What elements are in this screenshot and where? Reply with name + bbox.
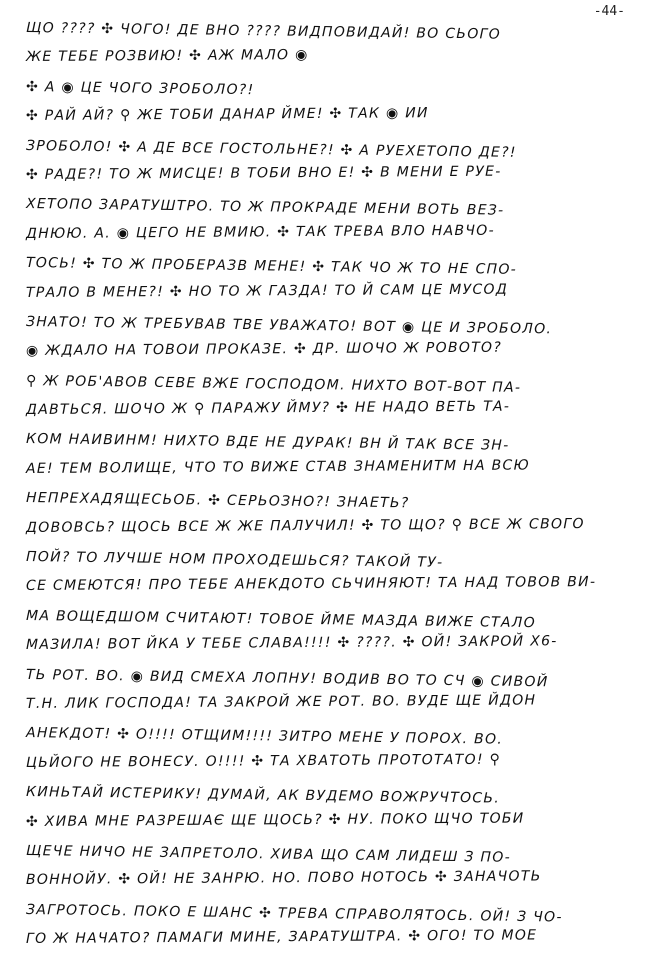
text-line: НЕПРЕХАДЯЩЕСЬОБ. ✣ СЕРЬОЗНО?! ЗНАЕТЬ?	[25, 490, 410, 512]
text-line: ТРАЛО В МЕНЕ?! ✣ НО ТО Ж ГАЗДА! ТО Й САМ ЦЕ МУСОД	[25, 281, 509, 301]
text-line: ЩO ???? ✣ ЧОГО! ДЕ ВНО ???? ВИДПОВИДАЙ! ВО СЬОГО	[25, 20, 502, 43]
text-line: ДАВТЬСЯ. ШОЧО Ж ⚲ ПАРАЖУ ЙМУ? ✣ НЕ НАДО ВЕТЬ ТА-	[25, 398, 511, 419]
text-line: ЖЕ ТЕБЕ РОЗВИЮ! ✣ АЖ МАЛО ◉	[25, 47, 309, 66]
text-line: Т.Н. ЛИК ГОСПОДА! ТА ЗАКРОЙ ЖЕ РОТ. ВО. ВУДЕ ЩЕ ЙДОН	[25, 692, 537, 712]
page-number: -44-	[593, 4, 625, 19]
text-line: ✣ РАЙ АЙ? ⚲ ЖЕ ТОБИ ДАНАР ЙМЕ! ✣ ТАК ◉ ИИ	[25, 105, 429, 125]
text-line: ✣ РАДЕ?! ТО Ж МИСЦЕ! В ТОБИ ВНО Е! ✣ В МЕНИ Е РУЕ-	[25, 163, 502, 183]
text-line: ЩЕЧЕ НИЧО НЕ ЗАПРЕТОЛО. ХИВА ЩО САМ ЛИДЕШ З ПО-	[25, 842, 512, 866]
text-line: ЗАГРОТОСЬ. ПОКО Е ШАНС ✣ ТРЕВА СПРАВОЛЯТОСЬ. ОЙ! З ЧО-	[25, 901, 563, 926]
text-line: МА ВОЩЕДШОМ СЧИТАЮТ! ТОВОЕ ЙМЕ МАЗДА ВИЖЕ СТАЛО	[25, 607, 537, 631]
text-line: КОМ НАИВИНМ! НИХТО ВДЕ НЕ ДУРАК! ВН Й ТАК ВСЕ ЗН-	[25, 431, 510, 455]
text-line: ЗНАТО! ТО Ж ТРЕБУВАВ ТВЕ УВАЖАТО! ВОТ ◉ ЦЕ И ЗРОБОЛО.	[25, 313, 553, 338]
text-line: ВОННОЙУ. ✣ ОЙ! НЕ ЗАНРЮ. НО. ПОВО НОТОСЬ ✣ ЗАНАЧОТЬ	[25, 868, 542, 889]
text-line: ДОВОВСЬ? ЩОСЬ ВСЕ Ж ЖЕ ПАЛУЧИЛ! ✣ ТО ЩО? ⚲ ВСЕ Ж СВОГО	[25, 515, 585, 536]
text-line: ЗРОБОЛО! ✣ А ДЕ ВСЕ ГОСТОЛЬНЕ?! ✣ А РУЕХЕТОПО ДЕ?!	[25, 137, 517, 161]
text-line: КИНЬТАЙ ИСТЕРИКУ! ДУМАЙ, АК ВУДЕМО ВОЖРУЧТОСЬ.	[25, 784, 501, 807]
text-line: ЦЬЙОГО НЕ ВОНЕСУ. О!!!! ✣ ТА ХВАТОТЬ ПРОТОТАТО! ⚲	[25, 751, 502, 771]
text-line: ТОСЬ! ✣ ТО Ж ПРОБЕРАЗВ МЕНЕ! ✣ ТАК ЧО Ж ТО НЕ СПО-	[25, 255, 518, 278]
handwritten-text-block	[26, 14, 626, 955]
text-line: ✣ ХИВА МНЕ РАЗРЕШАЄ ЩЕ ЩОСЬ? ✣ НУ. ПОКО ЩЧО ТОБИ	[25, 810, 525, 830]
text-line: ТЬ РОТ. ВО. ◉ ВИД СМЕХА ЛОПНУ! ВОДИВ ВО ТО СЧ ◉ СИВОЙ	[25, 666, 549, 690]
text-line: ДНЮЮ. А. ◉ ЦЕГО НЕ ВМИЮ. ✣ ТАК ТРЕВА ВЛО НАВЧО-	[25, 222, 496, 242]
text-line: СЕ СМЕЮТСЯ! ПРО ТЕБЕ АНЕКДОТО СЬЧИНЯЮТ! ТА НАД ТОВОВ ВИ-	[25, 574, 597, 595]
text-line: АНЕКДОТ! ✣ О!!!! ОТЩИМ!!!! ЗИТРО МЕНЕ У ПОРОХ. ВО.	[25, 725, 504, 749]
text-line: ГО Ж НАЧАТО? ПАМАГИ МИНЕ, ЗАРАТУШТРА. ✣ ОГО! ТО МОЕ	[25, 927, 538, 948]
text-line: ◉ ЖДАЛО НА ТОВОИ ПРОКАЗЕ. ✣ ДР. ШОЧО Ж РОВОТО?	[25, 339, 503, 360]
text-line: ⚲ Ж РОБ'АВОВ СЕВЕ ВЖЕ ГОСПОДОМ. НИХТО ВОТ-ВОТ ПА-	[25, 372, 522, 396]
text-line: ПОЙ? ТО ЛУЧШЕ НОМ ПРОХОДЕШЬСЯ? ТАКОЙ ТУ-	[25, 549, 444, 571]
text-line: ✣ А ◉ ЦЕ ЧОГО ЗРОБОЛО?!	[25, 78, 255, 98]
text-line: МАЗИЛА! ВОТ ЙКА У ТЕБЕ СЛАВА!!!! ✣ ????. ✣ ОЙ! ЗАКРОЙ Х6-	[25, 633, 558, 654]
text-line: ХЕТОПО ЗАРАТУШТРО. ТО Ж ПРОКРАДЕ МЕНИ ВОТЬ ВЕЗ-	[25, 196, 505, 220]
text-line: АЕ! ТЕМ ВОЛИЩЕ, ЧТО ТО ВИЖЕ СТАВ ЗНАМЕНИТМ НА ВСЮ	[25, 457, 531, 477]
